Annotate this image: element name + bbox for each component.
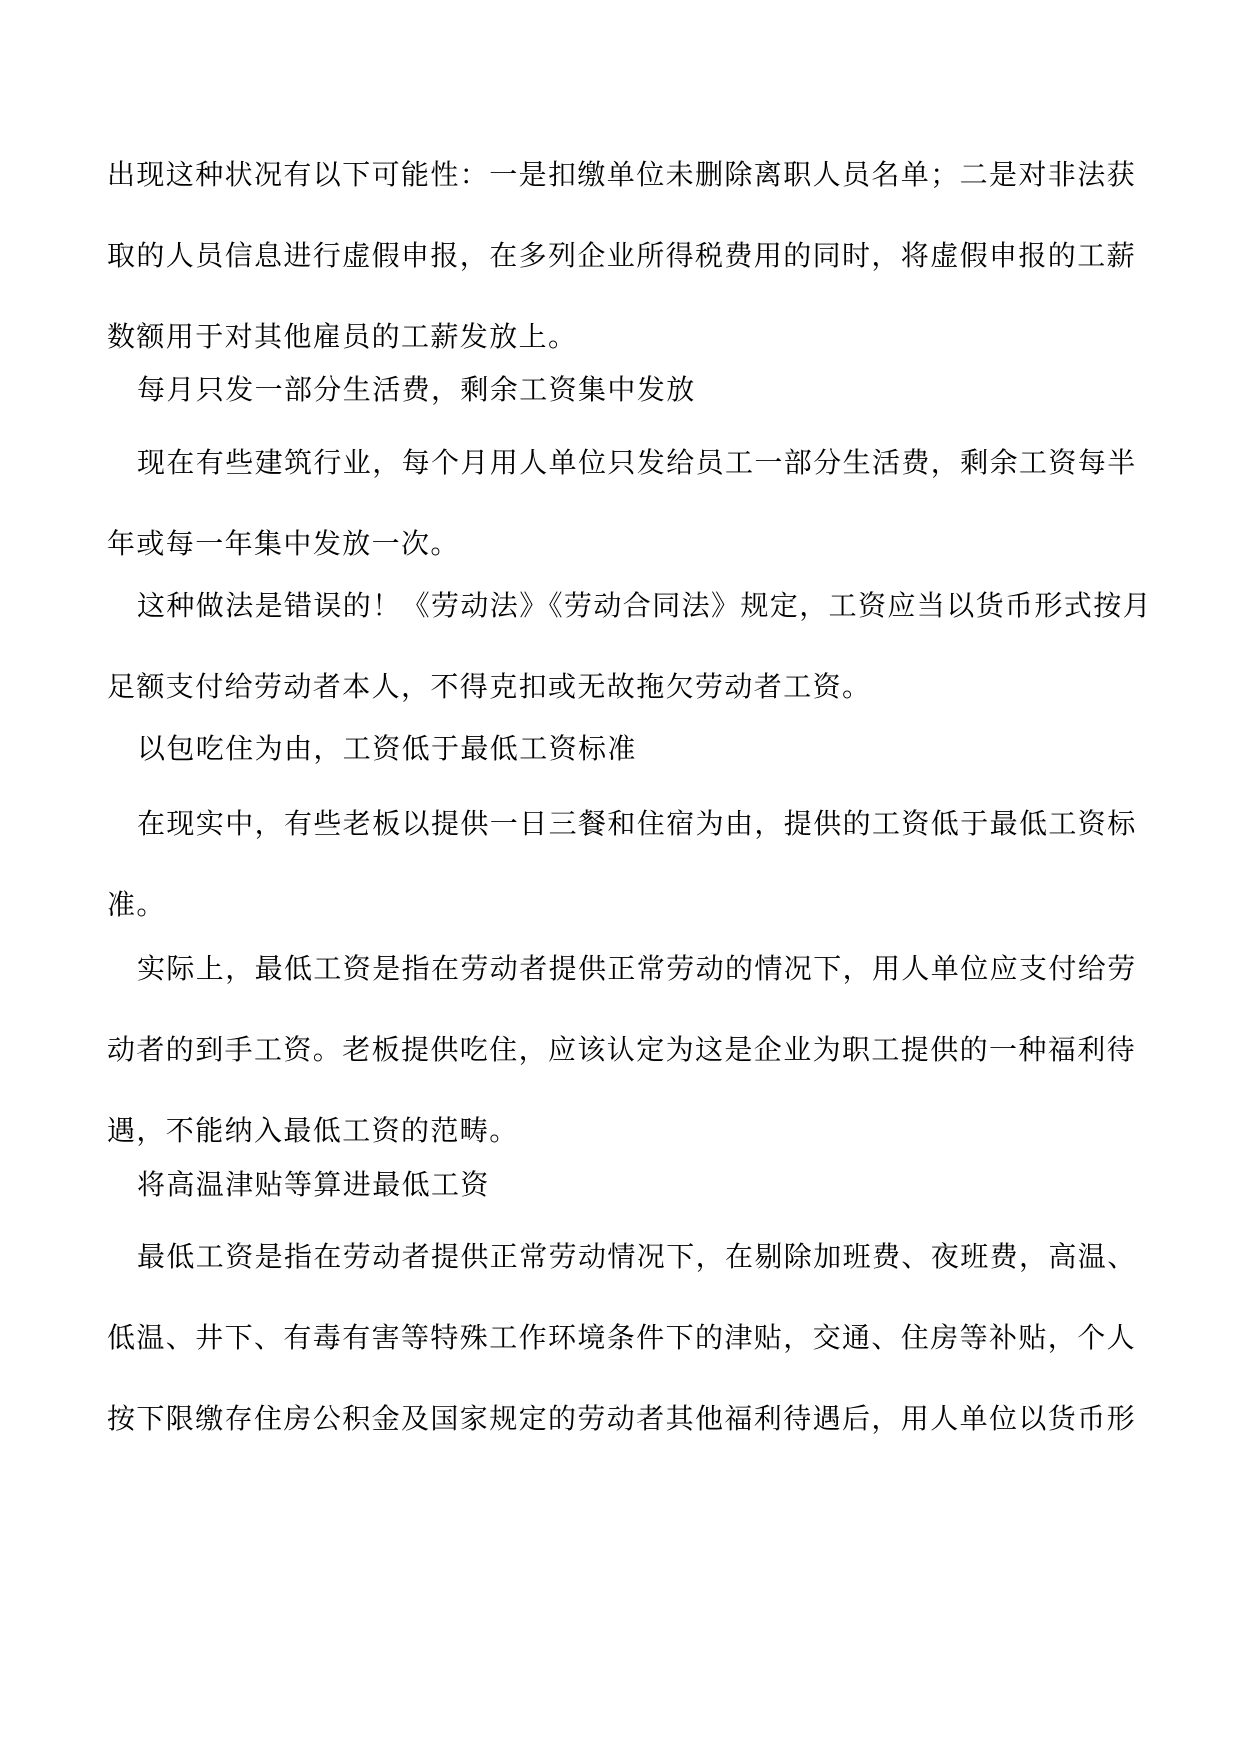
paragraph-minimum-wage-exclusions [107, 1216, 1137, 1459]
text-line: 年或每一年集中发放一次。 [107, 527, 460, 560]
paragraph-labor-law [107, 565, 1153, 727]
paragraph-possible-reasons [107, 134, 1137, 377]
text-line: 准。 [107, 888, 166, 921]
text-line: 足额支付给劳动者本人，不得克扣或无故拖欠劳动者工资。 [107, 670, 872, 703]
text-line: 这种做法是错误的！《劳动法》《劳动合同法》规定，工资应当以货币形式按月 [137, 589, 1153, 622]
paragraph-minimum-wage-definition [107, 928, 1137, 1171]
section-heading-monthly-living-expenses [107, 349, 1137, 430]
text-line: 数额用于对其他雇员的工薪发放上。 [107, 320, 578, 353]
text-line: 出现这种状况有以下可能性：一是扣缴单位未删除离职人员名单；二是对非法获 [107, 158, 1137, 191]
text-line: 低温、井下、有毒有害等特殊工作环境条件下的津贴，交通、住房等补贴，个人 [107, 1321, 1137, 1354]
heading-line: 以包吃住为由，工资低于最低工资标准 [137, 732, 637, 765]
heading-line: 将高温津贴等算进最低工资 [137, 1168, 490, 1201]
text-line: 在现实中，有些老板以提供一日三餐和住宿为由，提供的工资低于最低工资标 [137, 807, 1137, 840]
text-line: 最低工资是指在劳动者提供正常劳动情况下，在剔除加班费、夜班费，高温、 [137, 1240, 1137, 1273]
text-line: 动者的到手工资。老板提供吃住，应该认定为这是企业为职工提供的一种福利待 [107, 1033, 1137, 1066]
paragraph-in-reality [107, 783, 1137, 945]
text-line: 取的人员信息进行虚假申报，在多列企业所得税费用的同时，将虚假申报的工薪 [107, 239, 1137, 272]
section-heading-board-and-lodging [107, 708, 1137, 789]
text-line: 现在有些建筑行业，每个月用人单位只发给员工一部分生活费，剩余工资每半 [137, 446, 1137, 479]
text-line: 实际上，最低工资是指在劳动者提供正常劳动的情况下，用人单位应支付给劳 [137, 952, 1137, 985]
paragraph-construction-industry [107, 422, 1137, 584]
text-line: 按下限缴存住房公积金及国家规定的劳动者其他福利待遇后，用人单位以货币形 [107, 1402, 1137, 1435]
heading-line: 每月只发一部分生活费，剩余工资集中发放 [137, 373, 696, 406]
section-heading-high-temperature-allowance [107, 1144, 1137, 1225]
text-line: 遇，不能纳入最低工资的范畴。 [107, 1114, 519, 1147]
